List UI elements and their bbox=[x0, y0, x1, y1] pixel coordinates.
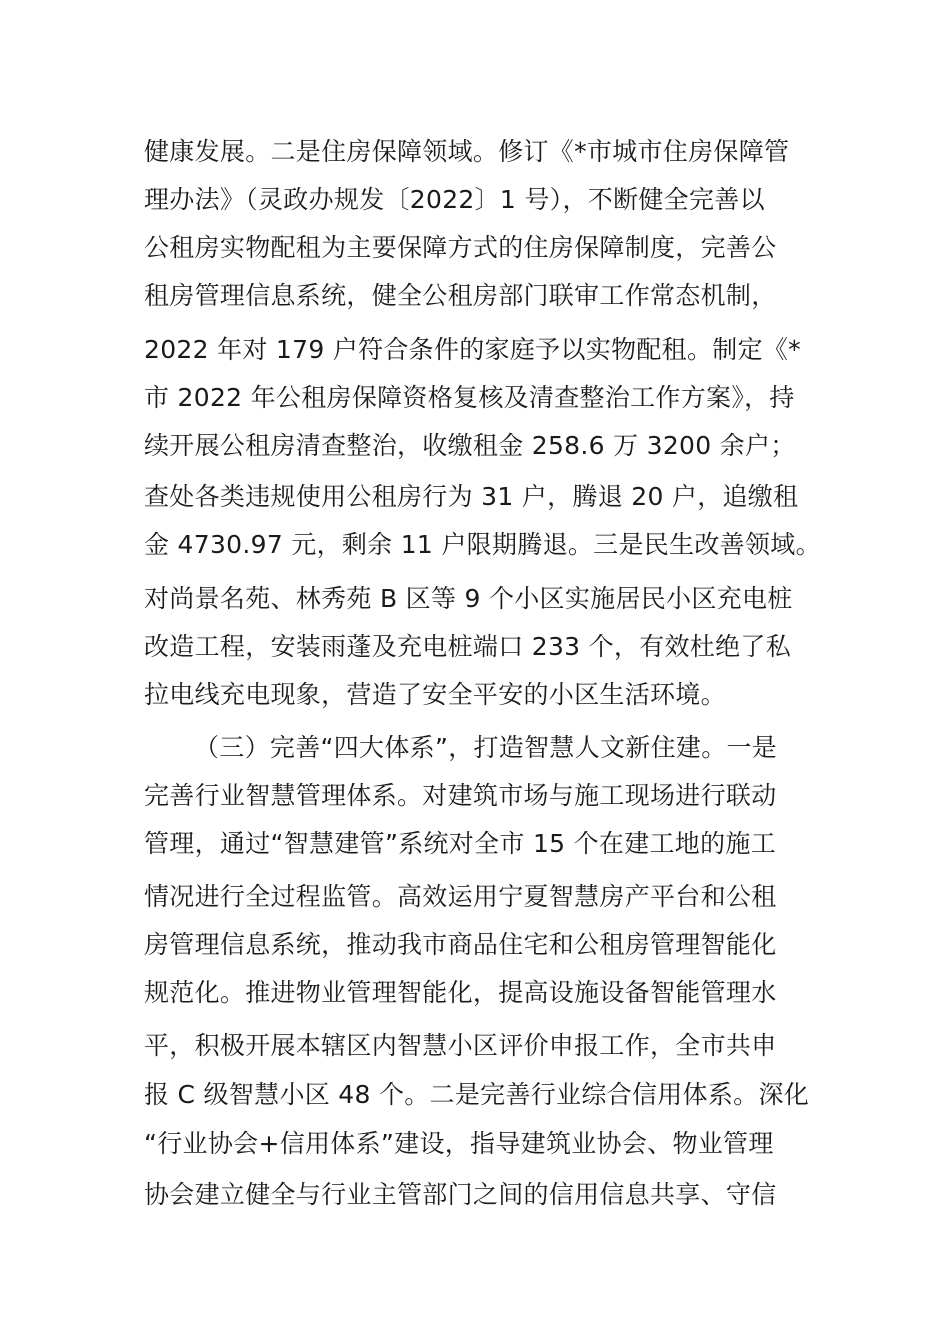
section-heading-line: （三）完善“四大体系”，打造智慧人文新住建。一是 bbox=[194, 733, 778, 762]
text-line: 协会建立健全与行业主管部门之间的信用信息共享、守信 bbox=[144, 1180, 777, 1209]
text-line: 管理，通过“智慧建管”系统对全市 15 个在建工地的施工 bbox=[144, 829, 777, 858]
text-line: 完善行业智慧管理体系。对建筑市场与施工现场进行联动 bbox=[144, 781, 777, 810]
text-line: 情况进行全过程监管。高效运用宁夏智慧房产平台和公租 bbox=[144, 882, 777, 911]
text-line: 公租房实物配租为主要保障方式的住房保障制度，完善公 bbox=[144, 233, 777, 262]
text-line: “行业协会+信用体系”建设，指导建筑业协会、物业管理 bbox=[144, 1129, 774, 1158]
text-line: 改造工程，安装雨蓬及充电桩端口 233 个，有效杜绝了私 bbox=[144, 632, 792, 661]
text-line: 规范化。推进物业管理智能化，提高设施设备智能管理水 bbox=[144, 978, 777, 1007]
text-line: 2022 年对 179 户符合条件的家庭予以实物配租。制定《* bbox=[144, 335, 801, 364]
text-line: 房管理信息系统，推动我市商品住宅和公租房管理智能化 bbox=[144, 930, 777, 959]
text-line: 理办法》（灵政办规发〔2022〕1 号），不断健全完善以 bbox=[144, 185, 765, 214]
text-line: 市 2022 年公租房保障资格复核及清查整治工作方案》，持 bbox=[144, 383, 795, 412]
text-line: 报 C 级智慧小区 48 个。二是完善行业综合信用体系。深化 bbox=[144, 1080, 810, 1109]
text-line: 查处各类违规使用公租房行为 31 户，腾退 20 户，追缴租 bbox=[144, 482, 799, 511]
text-line: 租房管理信息系统，健全公租房部门联审工作常态机制， bbox=[144, 281, 777, 310]
text-line: 健康发展。二是住房保障领域。修订《*市城市住房保障管 bbox=[144, 137, 790, 166]
text-line: 平，积极开展本辖区内智慧小区评价申报工作，全市共申 bbox=[144, 1031, 777, 1060]
text-line: 金 4730.97 元，剩余 11 户限期腾退。三是民生改善领域。 bbox=[144, 530, 821, 559]
text-line: 拉电线充电现象，营造了安全平安的小区生活环境。 bbox=[144, 680, 726, 709]
text-line: 续开展公租房清查整治，收缴租金 258.6 万 3200 余户； bbox=[144, 431, 796, 460]
text-line: 对尚景名苑、林秀苑 B 区等 9 个小区实施居民小区充电桩 bbox=[144, 584, 793, 613]
